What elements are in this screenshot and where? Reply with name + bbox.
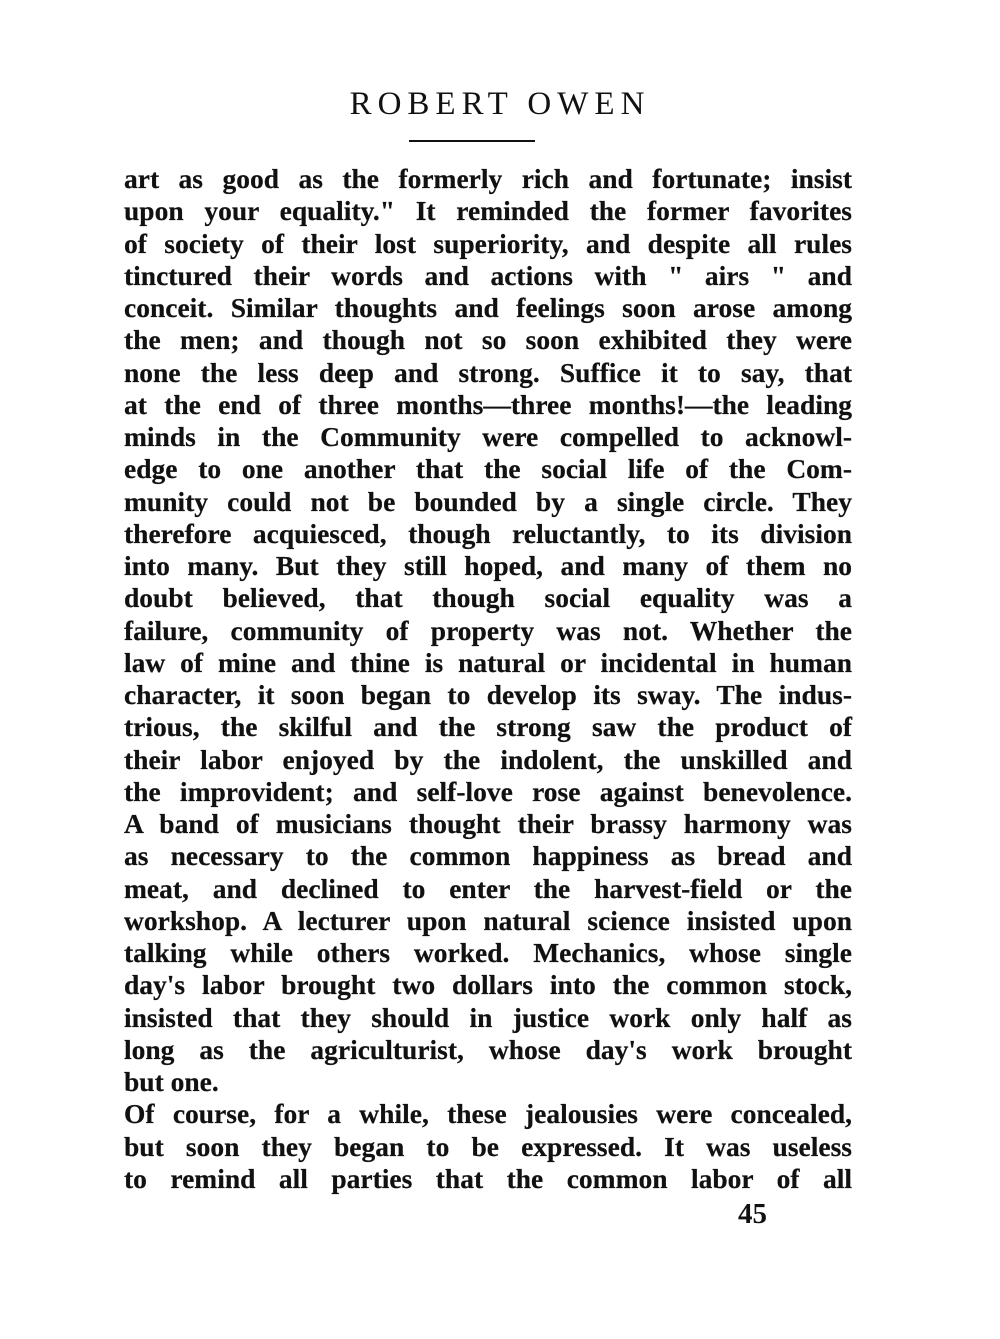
text-line: as necessary to the common happiness as bread and: [124, 840, 852, 872]
text-line: the men; and though not so soon exhibited they were: [124, 324, 852, 356]
text-line: at the end of three months—three months!—the leading: [124, 388, 852, 420]
text-line: munity could not be bounded by a single circle. They: [124, 485, 852, 517]
text-line: Of course, for a while, these jealousies were concealed,: [124, 1098, 852, 1130]
text-line: tinctured their words and actions with " airs " and: [124, 259, 852, 291]
text-line: law of mine and thine is natural or incidental in human: [124, 646, 852, 678]
text-line: workshop. A lecturer upon natural science insisted upon: [124, 904, 852, 936]
text-line: therefore acquiesced, though reluctantly, to its division: [124, 517, 852, 549]
text-line: edge to one another that the social life of the Com-: [124, 453, 852, 485]
text-line: but one.: [124, 1066, 219, 1097]
text-line: of society of their lost superiority, and despite all rules: [124, 227, 852, 259]
text-line: the improvident; and self-love rose against benevolence.: [124, 775, 852, 807]
running-header: ROBERT OWEN: [349, 86, 651, 122]
body-text: [124, 163, 852, 1195]
text-line: talking while others worked. Mechanics, whose single: [124, 937, 852, 968]
text-line: A band of musicians thought their brassy harmony was: [124, 808, 852, 839]
text-line: their labor enjoyed by the indolent, the unskilled and: [124, 743, 852, 775]
text-line: into many. But they still hoped, and many of them no: [124, 550, 852, 581]
text-line: character, it soon began to develop its sway. The indus-: [124, 679, 852, 710]
text-line: to remind all parties that the common labor of all: [124, 1162, 852, 1194]
text-line: but soon they began to be expressed. It was useless: [124, 1130, 852, 1162]
text-line: insisted that they should in justice work only half as: [124, 1001, 852, 1033]
text-line: minds in the Community were compelled to acknowl-: [124, 421, 852, 452]
page-number: 45: [738, 1198, 767, 1230]
text-line: conceit. Similar thoughts and feelings soon arose among: [124, 292, 852, 323]
text-line: meat, and declined to enter the harvest-field or the: [124, 872, 852, 904]
text-line: art as good as the formerly rich and fortunate; insist: [124, 163, 852, 194]
text-line: long as the agriculturist, whose day's work brought: [124, 1033, 852, 1065]
text-line: none the less deep and strong. Suffice it to say, that: [124, 356, 852, 388]
header-rule: [409, 140, 535, 142]
text-line: failure, community of property was not. Whether the: [124, 614, 852, 646]
text-line: day's labor brought two dollars into the common stock,: [124, 969, 852, 1001]
text-line: upon your equality." It reminded the former favorites: [124, 195, 852, 227]
text-line: trious, the skilful and the strong saw the product of: [124, 711, 852, 743]
text-line: doubt believed, that though social equality was a: [124, 582, 852, 614]
